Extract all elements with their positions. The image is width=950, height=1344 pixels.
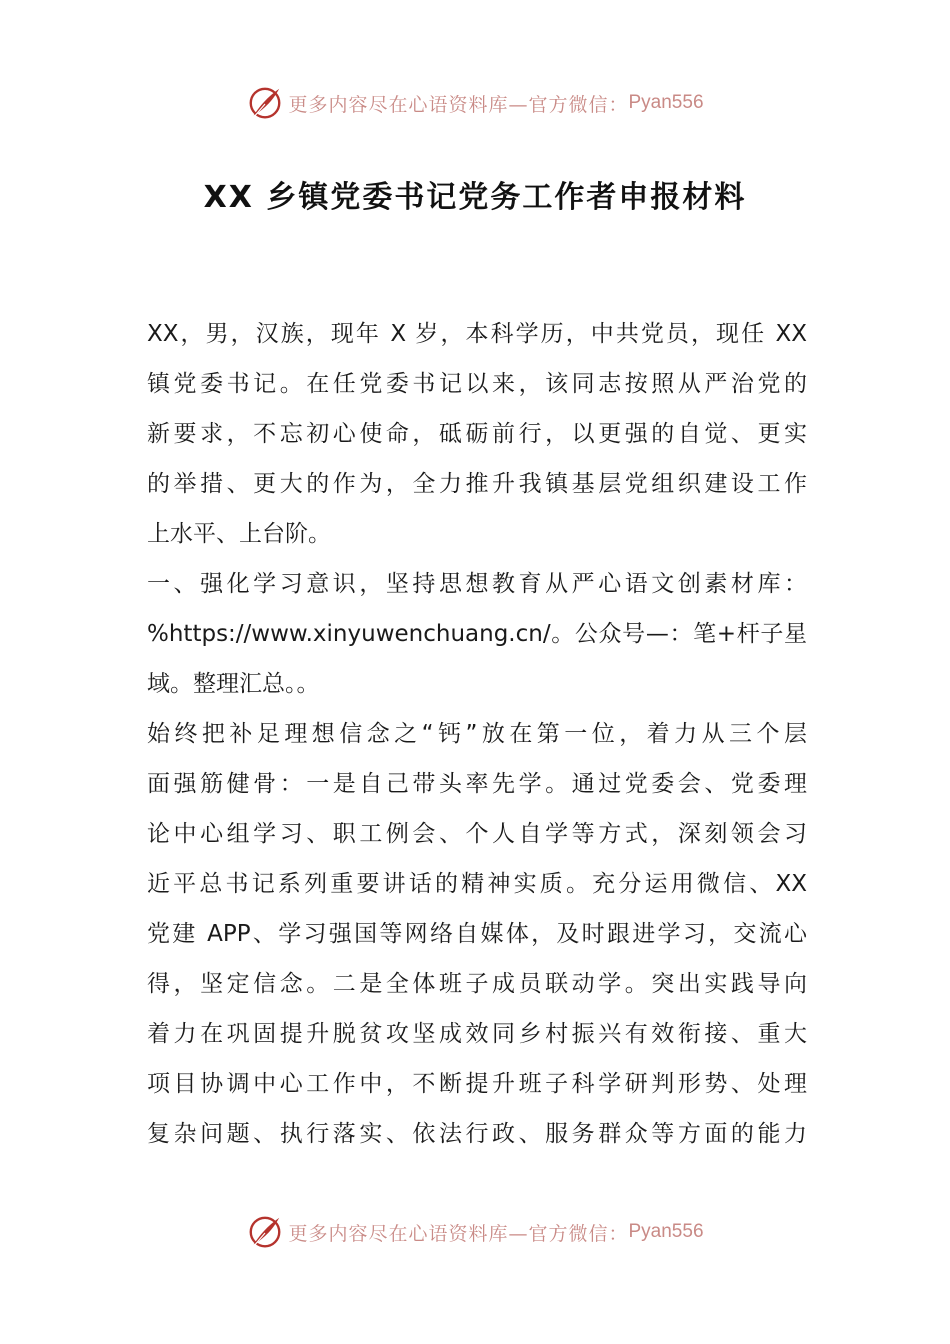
footer-banner [0, 1212, 950, 1252]
url-line: %https://www.xinyuwenchuang.cn/。公众号—：笔+杆子星 [147, 621, 807, 647]
body-line: 镇党委书记。在任党委书记以来，该同志按照从严治党的 [147, 371, 807, 397]
banner-text: 更多内容尽在心语资料库—官方微信： [288, 93, 629, 116]
body-line: 得，坚定信念。二是全体班子成员联动学。突出实践导向 [147, 971, 807, 997]
body-line: 面强筋健骨：一是自己带头率先学。通过党委会、党委理 [147, 771, 807, 797]
body-line: 着力在巩固提升脱贫攻坚成效同乡村振兴有效衔接、重大 [147, 1021, 807, 1047]
body-line: 项目协调中心工作中，不断提升班子科学研判形势、处理 [147, 1071, 807, 1097]
body-line: 始终把补足理想信念之“钙”放在第一位，着力从三个层 [147, 721, 807, 747]
quill-logo-icon [246, 84, 284, 122]
body-line: 的举措、更大的作为，全力推升我镇基层党组织建设工作 [147, 471, 807, 497]
section-heading-line: 一、强化学习意识，坚持思想教育从严心语文创素材库： [147, 571, 807, 597]
document-title: XX 乡镇党委书记党务工作者申报材料 [203, 180, 747, 215]
wechat-id: Pyan556 [628, 92, 704, 113]
body-line: 域。整理汇总。。 [147, 671, 320, 697]
quill-logo-icon [246, 1213, 284, 1251]
body-line: 新要求，不忘初心使命，砥砺前行，以更强的自觉、更实 [147, 421, 807, 447]
body-line: 论中心组学习、职工例会、个人自学等方式，深刻领会习 [147, 821, 807, 847]
header-banner [0, 83, 950, 123]
body-line: 上水平、上台阶。 [147, 521, 331, 547]
body-line: XX，男，汉族，现年 X 岁，本科学历，中共党员，现任 XX [147, 321, 807, 347]
banner-text: 更多内容尽在心语资料库—官方微信： [288, 1222, 629, 1245]
document-body [147, 309, 807, 1159]
body-line: 近平总书记系列重要讲话的精神实质。充分运用微信、XX [147, 871, 807, 897]
body-line: 党建 APP、学习强国等网络自媒体，及时跟进学习，交流心 [147, 921, 807, 947]
body-line: 复杂问题、执行落实、依法行政、服务群众等方面的能力 [147, 1121, 807, 1147]
wechat-id: Pyan556 [628, 1221, 704, 1242]
